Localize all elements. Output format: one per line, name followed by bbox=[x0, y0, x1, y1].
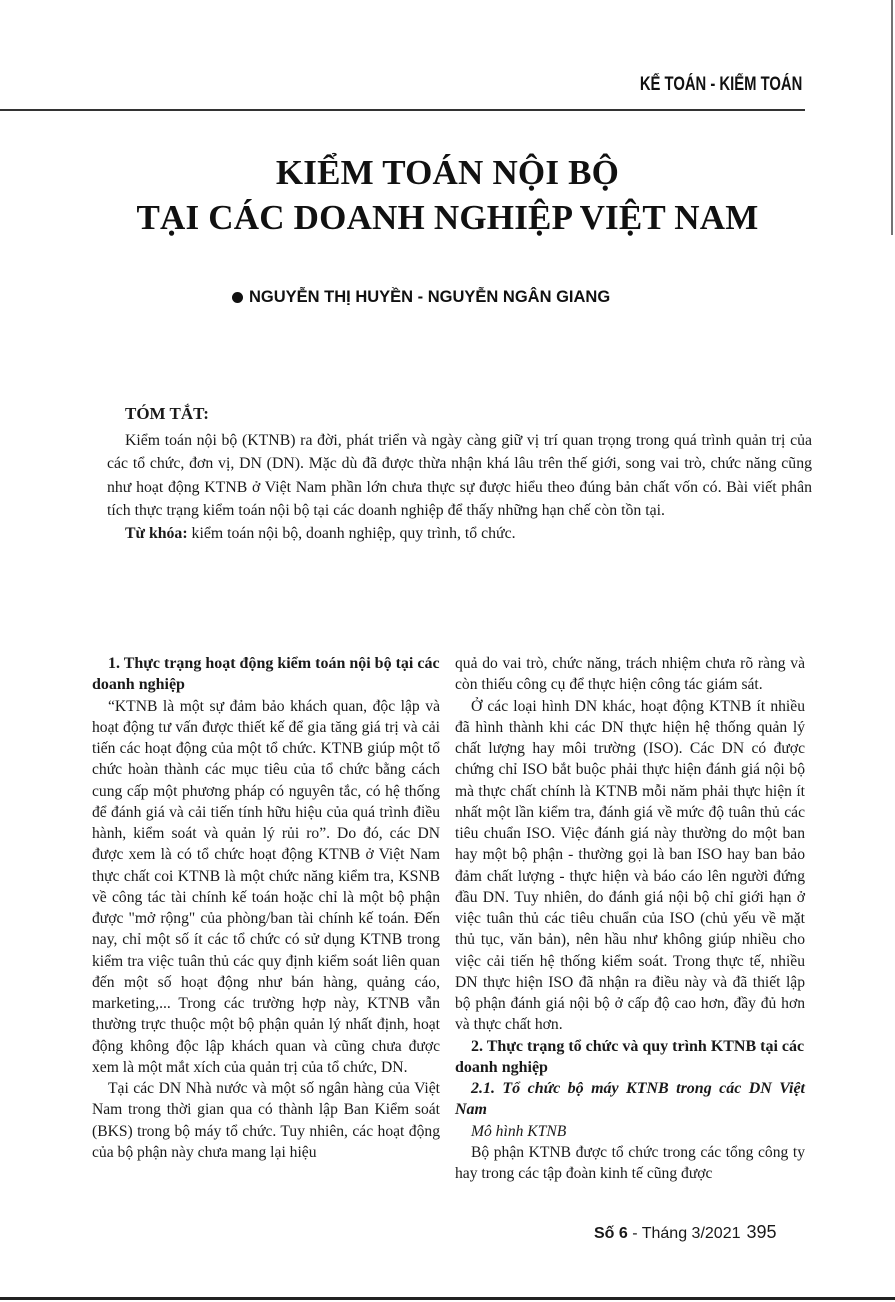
abstract-text: Kiểm toán nội bộ (KTNB) ra đời, phát triển và ngày càng giữ vị trí quan trọng trong quá trình quản trị của các tổ chức, đơn vị, DN (DN). Mặc dù đã được thừa nhận khá lâu trên thế giới, song vai trò, chức năng cũng như hoạt động KTNB ở Việt Nam phần lớn chưa thực sự được hiểu theo đúng bản chất vốn có. Bài viết phân tích thực trạng kiểm toán nội bộ tại các doanh nghiệp để thấy những hạn chế còn tồn tại. bbox=[107, 432, 812, 519]
paragraph-2: Tại các DN Nhà nước và một số ngân hàng của Việt Nam trong thời gian qua có thành lập Ban Kiểm soát (BKS) trong bộ máy tổ chức. Tuy nhiên, các hoạt động của bộ phận này chưa mang lại hiệu bbox=[92, 1080, 440, 1161]
page-footer bbox=[594, 1222, 777, 1243]
paragraph-4: Bộ phận KTNB được tổ chức trong các tổng công ty hay trong các tập đoàn kinh tế cũng được bbox=[455, 1143, 805, 1182]
body-column-right bbox=[455, 653, 805, 1184]
paragraph-2-continued: quả do vai trò, chức năng, trách nhiệm chưa rõ ràng và còn thiếu công cụ để thực hiện công tác giám sát. bbox=[455, 655, 805, 694]
keywords bbox=[107, 522, 812, 545]
footer-separator: - bbox=[627, 1225, 642, 1242]
article-title-line-2: TẠI CÁC DOANH NGHIỆP VIỆT NAM bbox=[136, 198, 759, 237]
header-rule bbox=[0, 109, 805, 111]
issue-number: Số 6 bbox=[594, 1225, 628, 1242]
page-number: 395 bbox=[746, 1222, 777, 1242]
bottom-edge-line bbox=[0, 1297, 895, 1300]
bullet-icon bbox=[232, 292, 243, 303]
keywords-text: kiểm toán nội bộ, doanh nghiệp, quy trình, tổ chức. bbox=[191, 525, 516, 543]
section-2-1-heading: 2.1. Tổ chức bộ máy KTNB trong các DN Việt Nam bbox=[455, 1080, 805, 1119]
section-1-heading: 1. Thực trạng hoạt động kiểm toán nội bộ tại các doanh nghiệp bbox=[92, 655, 440, 694]
keywords-label: Từ khóa: bbox=[125, 525, 188, 543]
abstract-label: TÓM TẮT: bbox=[125, 404, 209, 423]
issue-date: Tháng 3/2021 bbox=[641, 1225, 741, 1242]
subheading-model: Mô hình KTNB bbox=[471, 1122, 567, 1140]
body-column-left bbox=[92, 653, 440, 1163]
authors bbox=[232, 288, 610, 307]
section-2-heading: 2. Thực trạng tổ chức và quy trình KTNB tại các doanh nghiệp bbox=[455, 1037, 805, 1076]
section-label: KẾ TOÁN - KIỂM TOÁN bbox=[639, 74, 802, 95]
author-names: NGUYỄN THỊ HUYỀN - NGUYỄN NGÂN GIANG bbox=[249, 288, 611, 306]
paragraph-3: Ở các loại hình DN khác, hoạt động KTNB ít nhiều đã hình thành khi các DN thực hiện hệ thống quản lý chất lượng hay môi trường (ISO). Các DN có được chứng chỉ ISO bắt buộc phải thực hiện đánh giá nội bộ mà thực chất chính là KTNB mỗi năm phải thực hiện ít nhất một lần kiểm tra, đánh giá về mức độ tuân thủ các tiêu chuẩn ISO. Việc đánh giá này thường do một ban hay một bộ phận - thường gọi là ban ISO hay ban bảo đảm chất lượng - thực hiện và báo cáo lên người đứng đầu DN. Tuy nhiên, do đánh giá nội bộ chỉ giới hạn ở việc tuân thủ các tiêu chuẩn của ISO (chủ yếu về mặt thủ tục, văn bản), nên hầu như không giúp nhiều cho việc cải tiến hệ thống kiểm soát. Trong thực tế, nhiều DN thực hiện ISO đã nhận ra điều này và đã thiết lập bộ phận đánh giá nội bộ ở cấp độ cao hơn, đầy đủ hơn và thực chất hơn. bbox=[455, 697, 805, 1034]
paragraph-1: “KTNB là một sự đảm bảo khách quan, độc lập và hoạt động tư vấn được thiết kế để gia tăng giá trị và cải tiến các hoạt động của một tổ chức. KTNB giúp một tổ chức hoàn thành các mục tiêu của tổ chức bằng cách cung cấp một phương pháp có nguyên tắc, có hệ thống để đánh giá và cải tiến tính hữu hiệu của quá trình điều hành, kiểm soát và quản lý rủi ro”. Do đó, các DN được xem là có tổ chức hoạt động KTNB ở Việt Nam thực chất coi KTNB là một chức năng kiểm tra, KSNB về công tác tài chính kế toán hoặc chỉ là một bộ phận được "mở rộng" của phòng/ban tài chính kế toán. Đến nay, chỉ một số ít các tổ chức có sử dụng KTNB trong kiểm tra việc tuân thủ các quy định kiểm soát liên quan đến một số hoạt động như bán hàng, quảng cáo, marketing,... Trong các trường hợp này, KTNB vẫn thường trực thuộc một bộ phận quản lý nhất định, hoạt động không độc lập khách quan và cũng chưa được xem là một mắt xích của quản trị của tổ chức, DN. bbox=[92, 697, 440, 1076]
abstract bbox=[107, 403, 812, 545]
article-title-line-1: KIỂM TOÁN NỘI BỘ bbox=[275, 153, 620, 192]
